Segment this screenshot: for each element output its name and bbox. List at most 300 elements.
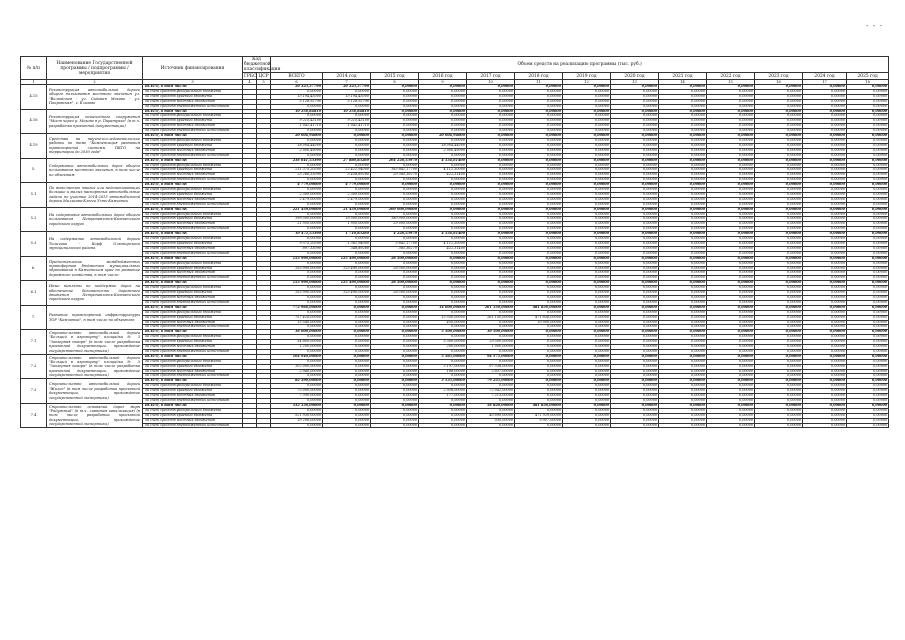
year-value: 0,00000 [371,129,419,134]
item-number: 7.2 [21,354,47,379]
year-value: 9 907,00000 [515,418,563,423]
year-value: 0,00000 [847,286,889,291]
year-value: 10 256,84810 [323,109,371,114]
year-value: 0,00000 [611,192,659,197]
year-value: 0,00000 [847,197,889,202]
year-value: 0,00000 [371,305,419,310]
year-value: 0,00000 [803,364,847,369]
year-value: 0,00000 [563,138,611,143]
year-value: 0,00000 [515,349,563,354]
year-value: 0,00000 [707,403,755,408]
year-value: 0,00000 [755,85,803,90]
year-value: 0,00000 [371,335,419,340]
item-name: Средства на научно-исследовательские работы по теме "Компенсация развития транспортной системы ПКГО на территории до 2030 года" [47,134,143,159]
table-row [21,423,889,428]
funding-source: за счет средств краевого бюджета [143,315,243,320]
year-value: 0,00000 [323,399,371,404]
total-value: 0,00000 [271,423,323,428]
year-value: 0,00000 [515,94,563,99]
year-value: 0,00000 [659,295,707,300]
year-value: 0,00000 [847,403,889,408]
year-value: 0,00000 [659,143,707,148]
year-value: 0,00000 [611,349,659,354]
year-value: 0,00000 [467,423,515,428]
year-value: 0,00000 [659,261,707,266]
year-value: 0,00000 [659,158,707,163]
total-value: 153 990,00000 [271,291,323,296]
year-value: 0,00000 [323,251,371,256]
funding-source: за счет средств внебюджетных источников [143,349,243,354]
year-value: 0,00000 [755,418,803,423]
year-value: 0,00000 [515,129,563,134]
year-value: 0,00000 [659,384,707,389]
year-value: 0,00000 [563,163,611,168]
year-value: 0,00000 [847,335,889,340]
header-no: № п/п [21,57,47,80]
header-year: 2021 год [659,73,707,80]
year-value: 0,00000 [707,359,755,364]
year-value: 0,00000 [803,227,847,232]
year-value: 0,00000 [803,138,847,143]
total-value: 1 200,00000 [271,345,323,350]
year-value: 0,00000 [467,399,515,404]
total-value: 25 266,33090 [271,173,323,178]
header-source: Источник финансирования [143,57,243,80]
year-value: 0,00000 [419,276,467,281]
year-value: 0,00000 [707,153,755,158]
year-value: 0,00000 [847,305,889,310]
year-value: 422,31400 [419,173,467,178]
year-value: 0,00000 [659,138,707,143]
item-number: 5.2 [21,207,47,232]
funding-source: за счет средств краевого бюджета [143,242,243,247]
year-value: 0,00000 [659,178,707,183]
year-value: 0,00000 [611,129,659,134]
year-value: 0,00000 [515,335,563,340]
year-value: 177,00000 [419,394,467,399]
year-value: 0,00000 [847,192,889,197]
year-value: 0,00000 [611,394,659,399]
year-value: 0,00000 [659,197,707,202]
year-value: 0,00000 [659,163,707,168]
header-volume: Объем средств на реализацию программы (тыс. руб.) [271,57,889,73]
year-value: 0,00000 [707,188,755,193]
year-value: 0,00000 [707,305,755,310]
year-value: 0,00000 [659,315,707,320]
year-value: 10 000,00000 [515,320,563,325]
year-value: 0,00000 [847,168,889,173]
year-value: 0,00000 [707,85,755,90]
year-value: 0,00000 [419,192,467,197]
funding-source: ВСЕГО, в том числе: [143,232,243,237]
year-value: 0,00000 [371,340,419,345]
year-value: 0,00000 [563,212,611,217]
year-value: 0,00000 [467,222,515,227]
year-value: 0,00000 [563,266,611,271]
year-value: 0,00000 [707,99,755,104]
year-value: 0,00000 [847,256,889,261]
year-value: 0,00000 [371,286,419,291]
year-value: 20 323,37790 [323,85,371,90]
year-value: 0,00000 [707,295,755,300]
funding-source: за счет средств внебюджетных источников [143,202,243,207]
year-value: 0,00000 [371,85,419,90]
year-value: 0,00000 [803,379,847,384]
year-value: 0,00000 [755,202,803,207]
year-value: 125 490,00000 [323,256,371,261]
year-value: 0,00000 [419,408,467,413]
year-value: 0,00000 [707,109,755,114]
year-value: 0,00000 [323,286,371,291]
year-value: 0,00000 [659,119,707,124]
year-value: 0,00000 [611,212,659,217]
year-value: 0,00000 [707,315,755,320]
year-value: 0,00000 [611,85,659,90]
year-value: 385,36270 [371,246,419,251]
year-value: 0,00000 [803,374,847,379]
year-value: 0,00000 [419,399,467,404]
year-value: 0,00000 [371,300,419,305]
year-value: 0,00000 [755,364,803,369]
year-value: 0,00000 [847,143,889,148]
year-value: 0,00000 [323,340,371,345]
header-csr: ЦСР [258,73,269,79]
year-value: 0,00000 [803,418,847,423]
funding-source: за счет средств федерального бюджета [143,286,243,291]
year-value: 0,00000 [515,163,563,168]
year-value: 0,00000 [803,109,847,114]
year-value: 0,00000 [707,94,755,99]
year-value: 0,00000 [611,168,659,173]
item-name: Реконструкция пешеходного сооружения "Мост через р. Мохово в р. Паратунка" (в т.ч. разработка проектной документации) [47,109,143,134]
year-value: 0,00000 [755,222,803,227]
year-value: 0,00000 [515,310,563,315]
total-value: 0,00000 [271,251,323,256]
total-value: 2 479,00000 [271,197,323,202]
year-value: 0,00000 [659,320,707,325]
year-value: 0,00000 [847,163,889,168]
year-value: 0,00000 [755,109,803,114]
year-value: 0,00000 [659,286,707,291]
total-value: 9 215,43100 [271,119,323,124]
year-value: 0,00000 [803,168,847,173]
year-value: 0,00000 [515,134,563,139]
year-value: 0,00000 [755,178,803,183]
year-value: 0,00000 [611,99,659,104]
year-value: 0,00000 [707,129,755,134]
year-value: 0,00000 [323,384,371,389]
item-number: 4.15 [21,85,47,110]
year-value: 28 500,00000 [371,291,419,296]
year-value: 0,00000 [755,89,803,94]
year-value: 0,00000 [563,153,611,158]
year-value: 0,00000 [755,413,803,418]
year-value: 0,00000 [515,389,563,394]
year-value: 0,00000 [847,246,889,251]
total-value: 5 128,92790 [271,99,323,104]
total-value: 82 390,00000 [271,379,323,384]
year-value: 0,00000 [611,124,659,129]
year-value: 0,00000 [515,261,563,266]
year-value: 0,00000 [659,403,707,408]
funding-source: ВСЕГО, в том числе: [143,330,243,335]
year-value: 0,00000 [563,104,611,109]
year-value: 0,00000 [611,271,659,276]
year-value: 0,00000 [515,242,563,247]
year-value: 0,00000 [419,109,467,114]
year-value: 0,00000 [659,153,707,158]
funding-source: за счет средств краевого бюджета [143,364,243,369]
year-value: 97 538,00000 [467,364,515,369]
year-value: 0,00000 [707,394,755,399]
year-value: 0,00000 [659,300,707,305]
total-value: 0,00000 [271,178,323,183]
funding-source: за счет средств федерального бюджета [143,212,243,217]
year-value: 0,00000 [659,217,707,222]
year-value: 0,00000 [467,153,515,158]
year-value: 0,00000 [803,85,847,90]
year-value: 0,00000 [371,188,419,193]
year-value: 0,00000 [803,217,847,222]
year-value: 27 880,83260 [323,158,371,163]
year-value: 0,00000 [611,345,659,350]
funding-source: ВСЕГО, в том числе: [143,158,243,163]
year-value: 0,00000 [847,418,889,423]
year-value: 0,00000 [563,345,611,350]
year-value: 0,00000 [611,134,659,139]
year-value: 0,00000 [847,94,889,99]
year-value: 0,00000 [847,232,889,237]
year-value: 0,00000 [755,423,803,428]
year-value: 0,00000 [611,399,659,404]
year-value: 0,00000 [803,359,847,364]
header-year: 2017 год [467,73,515,80]
year-value: 0,00000 [323,104,371,109]
year-value: 0,00000 [755,271,803,276]
year-value: 0,00000 [659,418,707,423]
year-value: 0,00000 [611,197,659,202]
year-value: 0,00000 [847,104,889,109]
year-value: 0,00000 [467,286,515,291]
total-value: 0,00000 [271,286,323,291]
year-value: 0,00000 [659,134,707,139]
total-value: 0,00000 [271,129,323,134]
year-value: 0,00000 [563,202,611,207]
year-value: 0,00000 [803,129,847,134]
year-value: 0,00000 [659,104,707,109]
year-value: 0,00000 [563,286,611,291]
year-value: 0,00000 [467,242,515,247]
funding-source: за счет средств федерального бюджета [143,138,243,143]
program-funding-table [20,56,889,428]
year-value: 0,00000 [659,330,707,335]
year-value: 481 836,00000 [515,305,563,310]
year-value: 0,00000 [847,271,889,276]
year-value: 0,00000 [371,183,419,188]
funding-source: за счет средств местных бюджетов [143,222,243,227]
year-value: 0,00000 [707,413,755,418]
total-value: 0,00000 [271,374,323,379]
year-value: 183 841,17700 [371,168,419,173]
year-value: 0,00000 [611,369,659,374]
total-value: 2 300,00000 [271,192,323,197]
year-value: 0,00000 [847,281,889,286]
year-value: 0,00000 [371,227,419,232]
total-value: 0,00000 [271,89,323,94]
year-value: 0,00000 [563,246,611,251]
year-value: 0,00000 [419,188,467,193]
year-value: 0,00000 [611,158,659,163]
year-value: 22 421,94000 [323,168,371,173]
total-value: 75 000,00000 [271,389,323,394]
total-value: 18 004,44000 [271,143,323,148]
year-value: 0,00000 [847,237,889,242]
year-value: 0,00000 [515,345,563,350]
year-value: 0,00000 [755,134,803,139]
year-value: 0,00000 [419,237,467,242]
year-value: 0,00000 [847,148,889,153]
year-value: 0,00000 [515,109,563,114]
item-name: Развитие транспортной инфраструктуры ТОР "Камчатка", в том числе по объектам: [47,305,143,330]
year-value: 0,00000 [707,374,755,379]
funding-source: ВСЕГО, в том числе: [143,109,243,114]
year-value: 0,00000 [755,315,803,320]
year-value: 0,00000 [803,399,847,404]
year-value: 0,00000 [755,379,803,384]
year-value: 0,00000 [847,384,889,389]
year-value: 0,00000 [659,232,707,237]
year-value: 0,00000 [707,173,755,178]
year-value: 0,00000 [467,325,515,330]
year-value: 0,00000 [419,99,467,104]
year-value: 1 950,00000 [323,222,371,227]
year-value: 0,00000 [467,217,515,222]
year-value: 0,00000 [803,178,847,183]
header-year: 2016 год [419,73,467,80]
total-value: 0,00000 [271,237,323,242]
year-value: 0,00000 [467,271,515,276]
year-value: 0,00000 [467,197,515,202]
header-year: 2022 год [707,73,755,80]
header-index: 18 [847,80,889,85]
funding-source: за счет средств местных бюджетов [143,124,243,129]
year-value: 0,00000 [847,207,889,212]
year-value: 0,00000 [611,340,659,345]
year-value: 0,00000 [659,99,707,104]
total-value: 0,00000 [271,188,323,193]
year-value: 0,00000 [659,237,707,242]
header-index: 5 [257,80,271,85]
year-value: 0,00000 [803,408,847,413]
year-value: 0,00000 [515,188,563,193]
year-value: 0,00000 [467,192,515,197]
year-value: 0,00000 [847,266,889,271]
year-value: 0,00000 [515,99,563,104]
year-value: 0,00000 [707,197,755,202]
year-value: 0,00000 [611,114,659,119]
year-value: 0,00000 [467,261,515,266]
year-value: 0,00000 [563,330,611,335]
total-value: 7 390,00000 [271,394,323,399]
year-value: 0,00000 [371,408,419,413]
year-value: 0,00000 [803,403,847,408]
year-value: 0,00000 [847,153,889,158]
year-value: 0,00000 [707,217,755,222]
year-value: 0,00000 [563,207,611,212]
year-value: 0,00000 [803,281,847,286]
year-value: 0,00000 [611,364,659,369]
year-value: 0,00000 [515,286,563,291]
year-value: 0,00000 [755,305,803,310]
total-value: 757 426,00000 [271,315,323,320]
total-value: 0,00000 [271,335,323,340]
year-value: 0,00000 [371,119,419,124]
header-year: 2023 год [755,73,803,80]
year-value: 0,00000 [755,197,803,202]
year-value: 0,00000 [755,104,803,109]
year-value: 0,00000 [803,153,847,158]
header-index: 11 [515,80,563,85]
year-value: 0,00000 [611,408,659,413]
year-value: 0,00000 [419,310,467,315]
year-value: 0,00000 [419,418,467,423]
year-value: 0,00000 [515,330,563,335]
year-value: 0,00000 [371,138,419,143]
year-value: 0,00000 [563,183,611,188]
total-value: 0,00000 [271,384,323,389]
year-value: 0,00000 [755,183,803,188]
year-value: 0,00000 [515,394,563,399]
year-value: 0,00000 [563,168,611,173]
year-value: 0,00000 [659,202,707,207]
funding-source: ВСЕГО, в том числе: [143,256,243,261]
year-value: 0,00000 [515,266,563,271]
year-value: 0,00000 [419,286,467,291]
year-value: 0,00000 [755,261,803,266]
year-value: 0,00000 [659,325,707,330]
year-value: 0,00000 [515,271,563,276]
year-value: 0,00000 [755,153,803,158]
funding-source: за счет средств внебюджетных источников [143,104,243,109]
year-value: 0,00000 [707,202,755,207]
year-value: 0,00000 [515,300,563,305]
year-value: 0,00000 [803,163,847,168]
year-value: 0,00000 [659,242,707,247]
year-value: 0,00000 [515,237,563,242]
year-value: 0,00000 [803,305,847,310]
year-value: 0,00000 [419,359,467,364]
year-value: 348,89260 [323,246,371,251]
year-value: 13 550,00000 [419,315,467,320]
funding-source: за счет средств краевого бюджета [143,143,243,148]
year-value: 0,00000 [755,192,803,197]
year-value: 0,00000 [755,340,803,345]
year-value: 0,00000 [323,143,371,148]
year-value: 0,00000 [371,163,419,168]
year-value: 0,00000 [707,212,755,217]
funding-source: ВСЕГО, в том числе: [143,281,243,286]
year-value: 0,00000 [847,119,889,124]
year-value: 168,00000 [419,369,467,374]
year-value: 0,00000 [467,188,515,193]
year-value: 0,00000 [803,207,847,212]
year-value: 0,00000 [467,320,515,325]
header-year: 2014 год [323,73,371,80]
header-year: 2020 год [611,73,659,80]
year-value: 0,00000 [803,143,847,148]
year-value: 0,00000 [563,300,611,305]
year-value: 0,00000 [707,246,755,251]
